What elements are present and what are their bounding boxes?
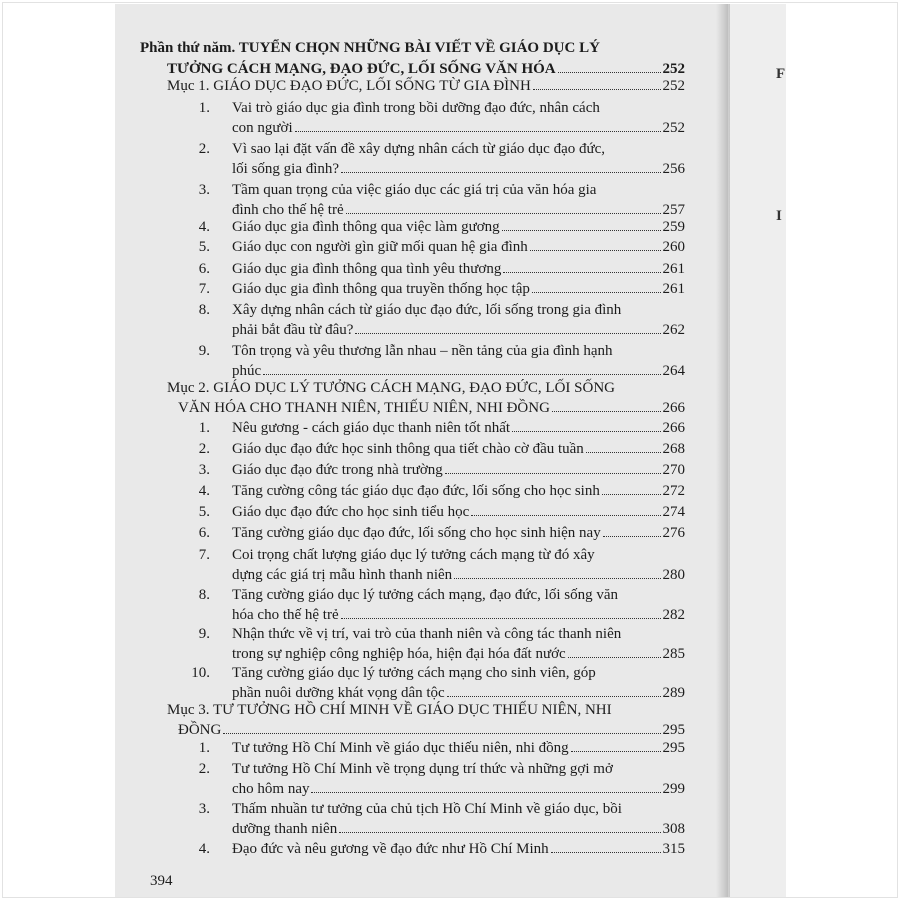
item-number: 1.: [198, 740, 210, 756]
toc-item-line: Tăng cường giáo dục lý tưởng cách mạng cho sinh viên, góp: [232, 665, 596, 681]
toc-item-text: trong sự nghiệp công nghiệp hóa, hiện đại hóa đất nước: [232, 646, 566, 662]
dot-leader: [311, 791, 660, 793]
toc-item-page-number: 259: [662, 219, 685, 235]
dot-leader: [471, 514, 660, 516]
dot-leader: [602, 493, 661, 495]
toc-item-last-line: [232, 362, 685, 380]
toc-item-last-line: [232, 440, 685, 458]
dot-leader: [341, 171, 660, 173]
toc-item-text: lối sống gia đình?: [232, 161, 340, 177]
toc-item-text: Giáo dục đạo đức trong nhà trường: [232, 462, 443, 478]
toc-item-last-line: [232, 321, 685, 339]
toc-item-page-number: 257: [662, 202, 685, 218]
toc-item-page-number: 276: [662, 525, 685, 541]
toc-item-last-line: [232, 280, 685, 298]
toc-item-page-number: 261: [662, 261, 685, 277]
dot-leader: [533, 88, 661, 90]
toc-item-text: Tăng cường giáo dục đạo đức, lối sống cho học sinh hiện nay: [232, 525, 601, 541]
toc-item-last-line: [232, 645, 685, 663]
dot-leader: [355, 332, 660, 334]
toc-item-page-number: 266: [662, 420, 685, 436]
toc-item-last-line: [232, 780, 685, 798]
toc-item-line: Tăng cường giáo dục lý tưởng cách mạng, đạo đức, lối sống văn: [232, 587, 618, 603]
dot-leader: [502, 229, 661, 231]
toc-item-page-number: 285: [662, 646, 685, 662]
item-number: 1.: [198, 420, 210, 436]
item-number: 2.: [198, 141, 210, 157]
toc-item-text: đình cho thế hệ trẻ: [232, 202, 344, 218]
item-number: 9.: [198, 343, 210, 359]
toc-item-last-line: [232, 840, 685, 858]
toc-item-page-number: 256: [662, 161, 685, 177]
item-number: 2.: [198, 441, 210, 457]
toc-item-last-line: [232, 684, 685, 702]
toc-item-page-number: 268: [662, 441, 685, 457]
toc-item-last-line: [232, 218, 685, 236]
toc-item-last-line: [232, 566, 685, 584]
item-number: 7.: [198, 547, 210, 563]
dot-leader: [603, 535, 661, 537]
toc-item-page-number: 272: [662, 483, 685, 499]
toc-item-line: Vì sao lại đặt vấn đề xây dựng nhân cách từ giáo dục đạo đức,: [232, 141, 606, 157]
dot-leader: [571, 750, 661, 752]
item-number: 1.: [198, 100, 210, 116]
toc-item-text: phúc: [232, 363, 262, 379]
item-number: 5.: [198, 504, 210, 520]
toc-item-text: phải bắt đầu từ đâu?: [232, 322, 354, 338]
toc-item-last-line: [232, 524, 685, 542]
toc-item-text: dưỡng thanh niên: [232, 821, 338, 837]
item-number: 4.: [198, 219, 210, 235]
toc-item-text: Tư tưởng Hồ Chí Minh về giáo dục thiếu niên, nhi đồng: [232, 740, 569, 756]
dot-leader: [532, 291, 661, 293]
toc-item-last-line: [232, 606, 685, 624]
toc-item-line: Tầm quan trọng của việc giáo dục các giá trị của văn hóa gia: [232, 182, 597, 198]
toc-item-page-number: 280: [662, 567, 685, 583]
toc-item-page-number: 260: [662, 239, 685, 255]
section-title-page-number: 266: [662, 400, 685, 416]
item-number: 10.: [191, 665, 210, 681]
toc-item-page-number: 308: [662, 821, 685, 837]
dot-leader: [447, 695, 661, 697]
toc-item-text: Đạo đức và nêu gương về đạo đức như Hồ Chí Minh: [232, 841, 549, 857]
item-number: 3.: [198, 462, 210, 478]
part-title-line-1: Phần thứ năm. TUYỂN CHỌN NHỮNG BÀI VIẾT VỀ GIÁO DỤC LÝ: [140, 40, 600, 56]
toc-item-last-line: [232, 739, 685, 757]
section-title-text: ĐỒNG: [178, 722, 222, 738]
item-number: 8.: [198, 302, 210, 318]
dot-leader: [552, 410, 661, 412]
adjacent-page-mark: F: [776, 66, 786, 82]
toc-item-text: Giáo dục đạo đức học sinh thông qua tiết chào cờ đầu tuần: [232, 441, 584, 457]
part-page-number: 252: [662, 61, 685, 77]
toc-item-line: Thấm nhuần tư tưởng của chủ tịch Hồ Chí Minh về giáo dục, bồi: [232, 801, 622, 817]
toc-item-page-number: 315: [662, 841, 685, 857]
dot-leader: [341, 617, 661, 619]
toc-item-page-number: 264: [662, 363, 685, 379]
item-number: 6.: [198, 261, 210, 277]
section-title-text: Mục 1. GIÁO DỤC ĐẠO ĐỨC, LỐI SỐNG TỪ GIA ĐÌNH: [167, 78, 531, 94]
section-title-line: Mục 3. TƯ TƯỞNG HỒ CHÍ MINH VỀ GIÁO DỤC THIẾU NIÊN, NHI: [167, 702, 612, 718]
dot-leader: [551, 851, 661, 853]
dot-leader: [263, 373, 660, 375]
toc-item-page-number: 274: [662, 504, 685, 520]
item-number: 2.: [198, 761, 210, 777]
toc-item-page-number: 262: [662, 322, 685, 338]
toc-item-line: Nhận thức về vị trí, vai trò của thanh niên và công tác thanh niên: [232, 626, 622, 642]
toc-item-last-line: [232, 503, 685, 521]
dot-leader: [530, 249, 661, 251]
dot-leader: [295, 130, 661, 132]
toc-item-line: Tư tưởng Hồ Chí Minh về trọng dụng trí thức và những gợi mở: [232, 761, 613, 777]
toc-item-line: Tôn trọng và yêu thương lẫn nhau – nền tảng của gia đình hạnh: [232, 343, 613, 359]
toc-item-text: con người: [232, 120, 293, 136]
toc-item-page-number: 295: [662, 740, 685, 756]
toc-item-last-line: [232, 160, 685, 178]
dot-leader: [339, 831, 660, 833]
dot-leader: [454, 577, 660, 579]
section-title-last-line: [178, 721, 685, 739]
toc-item-text: Giáo dục đạo đức cho học sinh tiểu học: [232, 504, 470, 520]
toc-item-line: Vai trò giáo dục gia đình trong bồi dưỡng đạo đức, nhân cách: [232, 100, 600, 116]
item-number: 5.: [198, 239, 210, 255]
item-number: 8.: [198, 587, 210, 603]
toc-item-page-number: 289: [662, 685, 685, 701]
section-title-last-line: [178, 399, 685, 417]
toc-item-text: Giáo dục con người gìn giữ mối quan hệ gia đình: [232, 239, 528, 255]
toc-item-line: Xây dựng nhân cách từ giáo dục đạo đức, lối sống trong gia đình: [232, 302, 622, 318]
page-gutter-shadow: [716, 4, 730, 897]
item-number: 9.: [198, 626, 210, 642]
section-title-line: Mục 2. GIÁO DỤC LÝ TƯỞNG CÁCH MẠNG, ĐẠO ĐỨC, LỐI SỐNG: [167, 380, 615, 396]
item-number: 3.: [198, 182, 210, 198]
toc-item-text: Tăng cường công tác giáo dục đạo đức, lối sống cho học sinh: [232, 483, 600, 499]
toc-item-last-line: [232, 119, 685, 137]
toc-item-text: Giáo dục gia đình thông qua việc làm gương: [232, 219, 500, 235]
toc-item-line: Coi trọng chất lượng giáo dục lý tưởng cách mạng từ đó xây: [232, 547, 595, 563]
toc-item-last-line: [232, 419, 685, 437]
toc-item-last-line: [232, 461, 685, 479]
toc-item-page-number: 299: [662, 781, 685, 797]
toc-item-last-line: [232, 482, 685, 500]
item-number: 4.: [198, 483, 210, 499]
section-title-page-number: 252: [662, 78, 685, 94]
dot-leader: [346, 212, 661, 214]
section-title-page-number: 295: [662, 722, 685, 738]
page-folio: 394: [150, 873, 173, 889]
toc-item-page-number: 270: [662, 462, 685, 478]
section-title-last-line: [167, 77, 685, 95]
item-number: 7.: [198, 281, 210, 297]
toc-item-text: Giáo dục gia đình thông qua tình yêu thương: [232, 261, 502, 277]
dot-leader: [223, 732, 660, 734]
toc-item-last-line: [232, 201, 685, 219]
toc-item-last-line: [232, 260, 685, 278]
dot-leader: [558, 71, 661, 73]
part-title-text: TƯỞNG CÁCH MẠNG, ĐẠO ĐỨC, LỐI SỐNG VĂN HÓA: [167, 61, 556, 77]
toc-item-page-number: 282: [662, 607, 685, 623]
toc-item-last-line: [232, 238, 685, 256]
item-number: 3.: [198, 801, 210, 817]
toc-item-page-number: 252: [662, 120, 685, 136]
dot-leader: [503, 271, 660, 273]
dot-leader: [512, 430, 660, 432]
item-number: 6.: [198, 525, 210, 541]
dot-leader: [445, 472, 661, 474]
section-title-text: VĂN HÓA CHO THANH NIÊN, THIẾU NIÊN, NHI ĐỒNG: [178, 400, 550, 416]
toc-item-last-line: [232, 820, 685, 838]
toc-item-text: hóa cho thế hệ trẻ: [232, 607, 339, 623]
toc-item-text: Giáo dục gia đình thông qua truyền thống học tập: [232, 281, 530, 297]
dot-leader: [586, 451, 661, 453]
item-number: 4.: [198, 841, 210, 857]
toc-item-text: cho hôm nay: [232, 781, 310, 797]
dot-leader: [568, 656, 661, 658]
part-title-line-2: [167, 60, 685, 78]
toc-item-text: phần nuôi dưỡng khát vọng dân tộc: [232, 685, 445, 701]
adjacent-page-edge: [730, 4, 786, 897]
adjacent-page-mark: I: [776, 208, 782, 224]
toc-item-text: Nêu gương - cách giáo dục thanh niên tốt nhất: [232, 420, 511, 436]
toc-item-page-number: 261: [662, 281, 685, 297]
toc-item-text: dựng các giá trị mẫu hình thanh niên: [232, 567, 453, 583]
